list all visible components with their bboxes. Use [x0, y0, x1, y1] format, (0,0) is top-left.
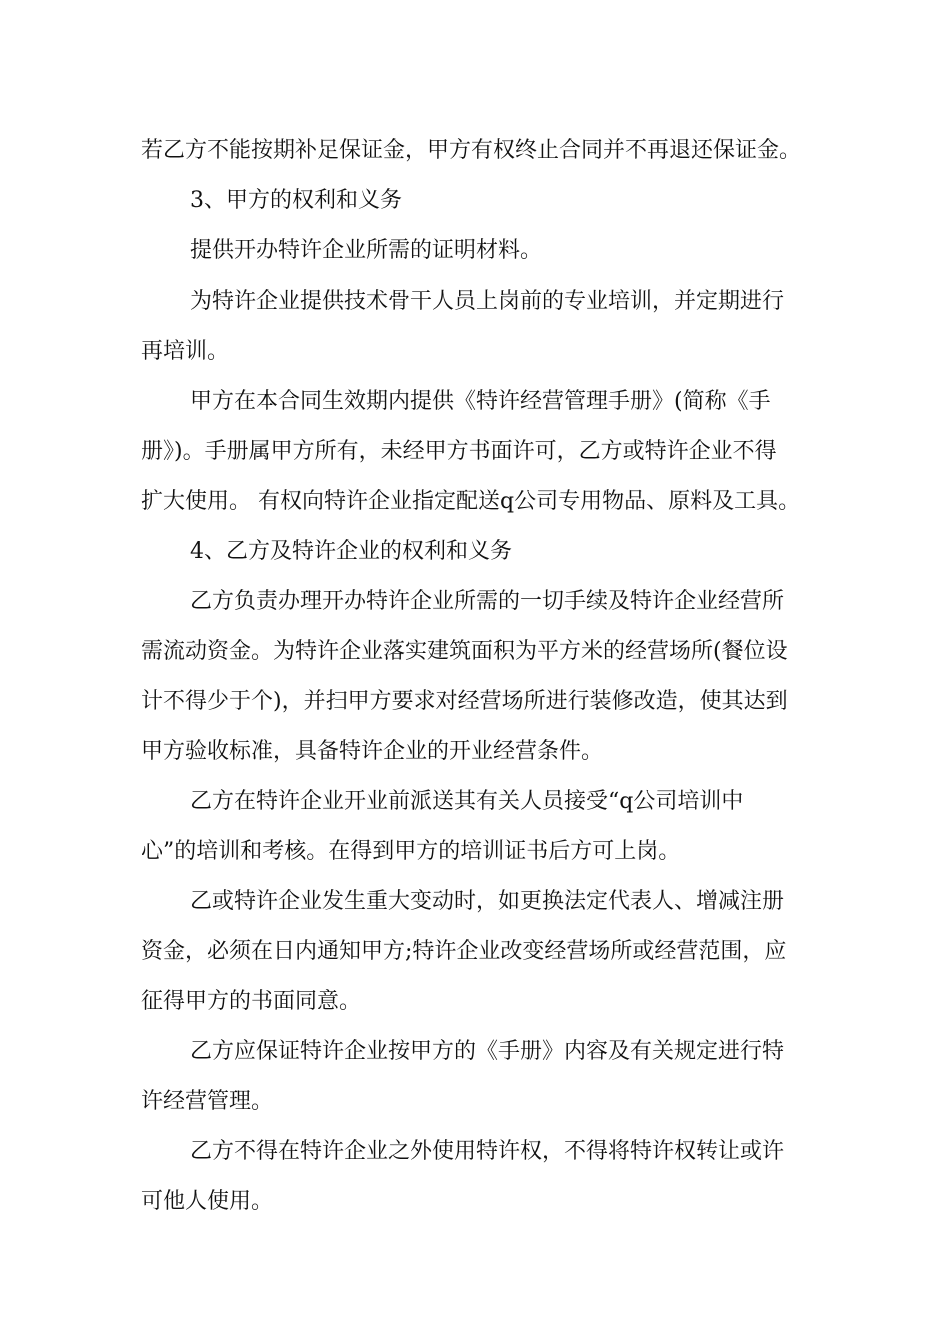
text-line: 需流动资金。为特许企业落实建筑面积为平方米的经营场所(餐位设: [141, 639, 788, 664]
text-line: 心”的培训和考核。在得到甲方的培训证书后方可上岗。: [141, 839, 681, 864]
text-line: 乙方在特许企业开业前派送其有关人员接受“q公司培训中: [190, 789, 744, 814]
text-line: 若乙方不能按期补足保证金，甲方有权终止合同并不再退还保证金。: [141, 138, 802, 163]
text-line: 许经营管理。: [141, 1089, 274, 1114]
text-line: 征得甲方的书面同意。: [141, 989, 362, 1014]
text-line: 甲方在本合同生效期内提供《特许经营管理手册》(简称《手: [190, 389, 771, 414]
text-line: 乙方负责办理开办特许企业所需的一切手续及特许企业经营所: [190, 589, 785, 614]
text-line: 册》)。手册属甲方所有，未经甲方书面许可，乙方或特许企业不得: [141, 439, 777, 464]
text-line: 乙方应保证特许企业按甲方的《手册》内容及有关规定进行特: [190, 1039, 785, 1064]
text-line: 甲方验收标准，具备特许企业的开业经营条件。: [141, 739, 604, 764]
text-line: 乙或特许企业发生重大变动时，如更换法定代表人、增减注册: [190, 889, 785, 914]
text-line: 可他人使用。: [141, 1189, 274, 1214]
section-heading: 3、甲方的权利和义务: [190, 188, 402, 213]
text-line: 为特许企业提供技术骨干人员上岗前的专业培训，并定期进行: [190, 289, 785, 314]
text-line: 扩大使用。 有权向特许企业指定配送q公司专用物品、原料及工具。: [141, 489, 801, 514]
text-line: 乙方不得在特许企业之外使用特许权，不得将特许权转让或许: [190, 1139, 785, 1164]
text-line: 提供开办特许企业所需的证明材料。: [190, 238, 543, 263]
section-heading: 4、乙方及特许企业的权利和义务: [190, 539, 512, 564]
text-line: 资金，必须在日内通知甲方;特许企业改变经营场所或经营范围，应: [141, 939, 787, 964]
text-line: 再培训。: [141, 339, 230, 364]
text-line: 计不得少于个)，并扫甲方要求对经营场所进行装修改造，使其达到: [141, 689, 788, 714]
